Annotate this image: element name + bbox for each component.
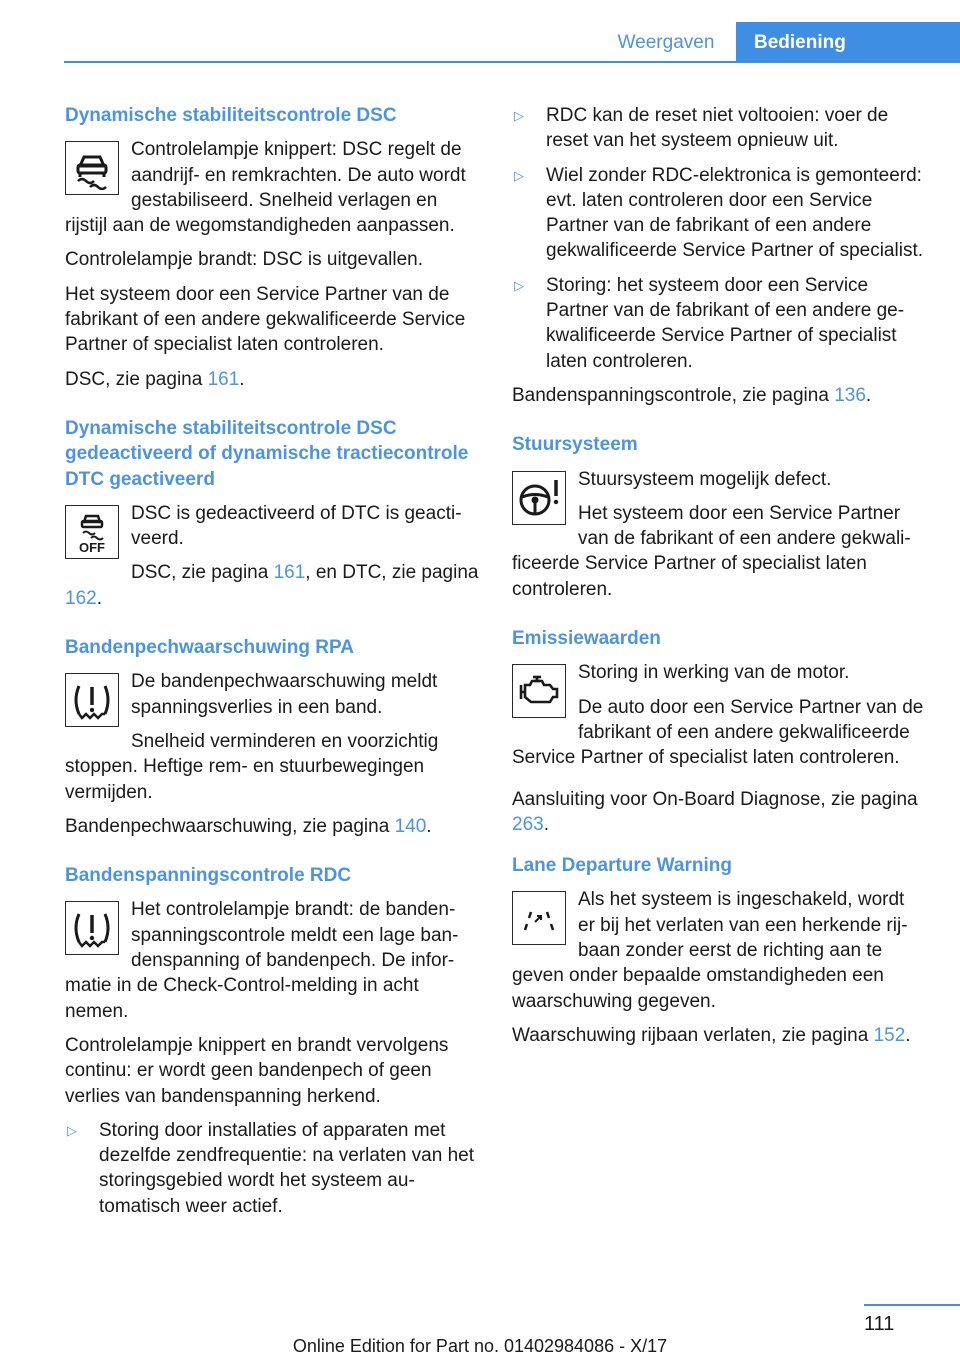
- list-item: [512, 163, 926, 264]
- dsc-paragraph-3: Het systeem door een Service Partner van de fabrikant of een andere gekwalificeerde Service Partner of specialist laten controleren.: [65, 283, 466, 356]
- reference-text: Bandenpechwaarschuwing, zie pagina: [65, 815, 395, 837]
- triangle-bullet-icon: ▷: [514, 277, 524, 293]
- rpa-paragraph-2: Snelheid verminderen en voorzichtig stoppen. Heftige rem- en stuurbewegingen vermijden.: [65, 730, 439, 803]
- page-link-162[interactable]: 162: [65, 587, 97, 609]
- section-title: Stuursysteem: [512, 434, 638, 456]
- header-tab-bediening[interactable]: Bediening: [736, 22, 960, 62]
- steering-paragraph-2: Het systeem door een Service Partner van de fabrikant of een andere gekwalificeerde Service Partner of specialist laten controleren.: [512, 502, 911, 600]
- reference-text: DSC, zie pagina: [65, 368, 208, 390]
- section-title: Dynamische stabiliteitscontrole DSC: [65, 105, 397, 126]
- section-steering: [512, 432, 926, 602]
- dsc-paragraph-2: Controlelampje brandt: DSC is uitgevallen.: [65, 249, 424, 271]
- dsc-off-icon-label: OFF: [79, 539, 105, 554]
- reference-text: , en DTC, zie pagina: [305, 562, 479, 584]
- tire-pressure-icon: [65, 901, 119, 955]
- list-item: [512, 103, 926, 154]
- emission-paragraph-2: De auto door een Service Partner van de fabrikant of een andere gekwalificeerde Service Partner of specialist laten controleren.: [512, 696, 924, 769]
- reference-text: DSC, zie pagina: [131, 562, 274, 584]
- triangle-bullet-icon: ▷: [514, 108, 524, 123]
- list-item-text: Storing: het systeem door een Service Partner van de fabrikant of een andere gekwalificeerde Service Partner of specialist laten controleren.: [546, 274, 905, 372]
- rdc-reference: [512, 383, 926, 408]
- tire-warning-icon: [65, 673, 119, 727]
- edition-footer: Online Edition for Part no. 01402984086 - X/17: [292, 1336, 668, 1356]
- dsc-paragraph-1: Controlelampje knippert: DSC regelt de aandrijf- en remkrachten. De auto wordt gestabiliseerd. Snelheid verlagen en rijstijl aan de wegomstandigheden aanpassen.: [65, 139, 466, 237]
- dsc-off-icon: [65, 505, 119, 559]
- section-title: Bandenpechwaarschuwing RPA: [65, 637, 354, 659]
- reference-punct: .: [865, 384, 872, 406]
- page-link-263[interactable]: 263: [512, 813, 544, 835]
- header-tab-weergaven[interactable]: Weergaven: [617, 32, 715, 53]
- section-rpa: [65, 635, 483, 839]
- list-item-text: Storing door installaties of apparaten met dezelfde zendfrequentie: na verlaten van het storingsgebied wordt het systeem automatisch weer actief.: [99, 1119, 474, 1217]
- reference-punct: .: [426, 815, 432, 837]
- section-title: Bandenspanningscontrole RDC: [65, 865, 352, 887]
- lane-paragraph-1: Als het systeem is ingeschakeld, wordt er bij het verlaten van een herkende rijbaan zonder eerst de richting aan te geven onder bepaalde omstandigheden een waarschuwing gegeven.: [512, 889, 908, 1012]
- left-column: [65, 103, 483, 1228]
- dsc-reference: [65, 367, 483, 392]
- page-link-161[interactable]: 161: [273, 562, 306, 584]
- page-header: [0, 0, 960, 62]
- section-rdc-continued: [512, 103, 926, 408]
- right-column: [512, 103, 926, 1057]
- list-item-text: RDC kan de reset niet voltooien: voer de reset van het systeem opnieuw uit.: [546, 105, 889, 152]
- section-dsc-off: [65, 416, 483, 611]
- section-emission: [512, 626, 926, 837]
- rdc-bullet-list-continued: [512, 103, 926, 374]
- reference-text: Waarschuwing rijbaan verlaten, zie pagina: [512, 1024, 874, 1046]
- triangle-bullet-icon: ▷: [67, 1122, 77, 1138]
- section-title: Dynamische stabiliteitscontrole DSC gedeactiveerd of dynamische tractiecontrole DTC geactiveerd: [65, 417, 469, 490]
- rdc-paragraph-1: Het controlelampje brandt: de bandenspanningscontrole meldt een lage bandenspanning of bandenpech. De informatie in de Check-Control-melding in acht nemen.: [65, 899, 459, 1022]
- lane-reference: [512, 1023, 926, 1048]
- steering-warning-icon: [512, 471, 566, 525]
- dsc-warning-icon: [65, 141, 119, 195]
- section-rdc: [65, 863, 483, 1219]
- rpa-reference: [65, 814, 483, 839]
- list-item: [512, 273, 926, 374]
- lane-departure-icon: [512, 891, 566, 945]
- triangle-bullet-icon: ▷: [514, 167, 524, 183]
- rdc-bullet-list: [65, 1118, 483, 1219]
- reference-text: Aansluiting voor On-Board Diagnose, zie pagina: [512, 788, 918, 810]
- reference-punct: .: [543, 813, 549, 835]
- page-link-161[interactable]: 161: [207, 368, 240, 390]
- section-dsc: [65, 103, 483, 392]
- reference-punct: .: [239, 368, 245, 390]
- dsc-off-reference: [65, 560, 483, 611]
- footer-rule: [864, 1304, 960, 1306]
- emission-paragraph-1: Storing in werking van de motor.: [578, 662, 850, 684]
- list-item-text: Wiel zonder RDC-elektronica is gemonteerd: evt. laten controleren door een Service Partner van de fabrikant of een andere gekwalificeerde Service Partner of specialist.: [546, 164, 924, 262]
- page-number: 111: [864, 1313, 895, 1335]
- header-rule: [64, 61, 960, 63]
- reference-text: Bandenspanningscontrole, zie pagina: [512, 384, 835, 406]
- dsc-off-paragraph-1: DSC is gedeactiveerd of DTC is geactiveerd.: [131, 502, 462, 550]
- page-link-140[interactable]: 140: [394, 815, 427, 837]
- rpa-paragraph-1: De bandenpechwaarschuwing meldt spanningsverlies in een band.: [131, 671, 438, 718]
- section-title: Lane Departure Warning: [512, 855, 732, 877]
- section-title: Emissiewaarden: [512, 628, 661, 650]
- reference-punct: .: [905, 1024, 911, 1046]
- page-link-136[interactable]: 136: [834, 384, 866, 406]
- reference-punct: .: [96, 587, 102, 609]
- steering-paragraph-1: Stuursysteem mogelijk defect.: [578, 468, 832, 490]
- rdc-paragraph-2: Controlelampje knippert en brandt vervolgens continu: er wordt geen bandenpech of geen verlies van bandenspanning herkend.: [65, 1034, 449, 1107]
- list-item: [65, 1118, 483, 1219]
- engine-icon: [512, 664, 566, 718]
- obd-reference: [512, 787, 926, 838]
- page-link-152[interactable]: 152: [873, 1024, 906, 1046]
- section-lane-departure: [512, 853, 926, 1048]
